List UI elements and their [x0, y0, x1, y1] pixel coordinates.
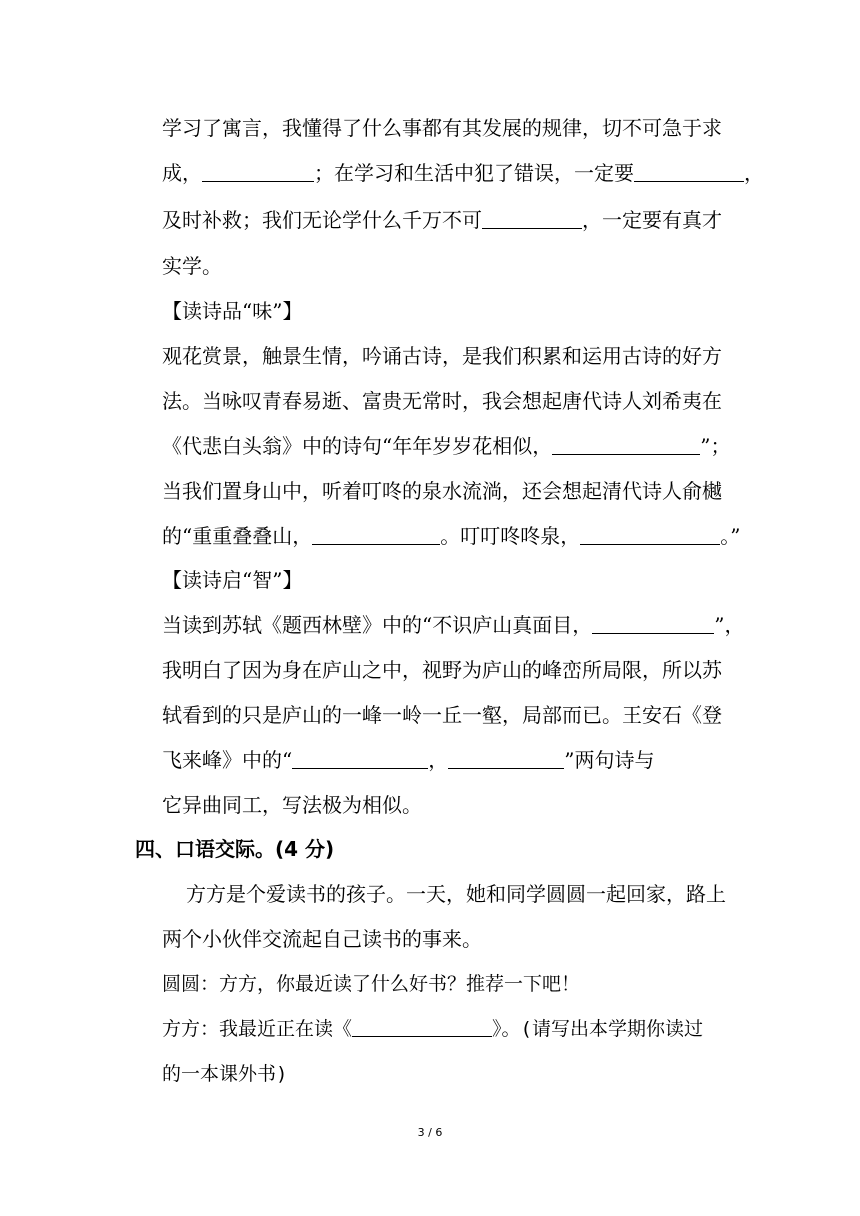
- line-text: 观花赏景，触景生情，吟诵古诗，是我们积累和运用古诗的好方: [162, 344, 722, 368]
- line-text: 学习了寓言，我懂得了什么事都有其发展的规律，切不可急于求: [162, 116, 722, 140]
- dialogue-line: [162, 1015, 730, 1043]
- answer-blank[interactable]: [202, 161, 314, 182]
- answer-blank[interactable]: [482, 208, 582, 229]
- text-line: [162, 791, 730, 819]
- line-text: 《代悲白头翁》中的诗句“年年岁岁花相似，: [162, 434, 553, 458]
- subsection-title: [162, 297, 730, 325]
- text-line: [162, 114, 730, 142]
- line-text: ”两句诗与: [564, 748, 655, 772]
- line-text: 法。当咏叹青春易逝、富贵无常时，我会想起唐代诗人刘希夷在: [162, 389, 722, 413]
- dialogue-line: [162, 970, 730, 998]
- line-text: 方方：我最近正在读《: [162, 1018, 353, 1040]
- line-text: 【读诗品“味”】: [162, 299, 303, 323]
- line-text: 当我们置身山中，听着叮咚的泉水流淌，还会想起清代诗人俞樾: [162, 479, 722, 503]
- answer-blank[interactable]: [312, 524, 440, 545]
- line-text: ；在学习和生活中犯了错误，一定要: [314, 161, 634, 185]
- answer-blank[interactable]: [552, 434, 700, 455]
- line-text: 它异曲同工，写法极为相似。: [162, 793, 422, 817]
- answer-blank[interactable]: [580, 524, 720, 545]
- text-line: [162, 432, 730, 460]
- section-heading: 四、口语交际。(4 分): [135, 837, 335, 861]
- book-title-blank[interactable]: [352, 1016, 492, 1037]
- line-text: 及时补救；我们无论学什么千万不可: [162, 208, 482, 232]
- page-number: 3 / 6: [417, 1126, 443, 1139]
- text-line: [162, 342, 730, 370]
- text-line: [162, 206, 730, 234]
- dialogue-line: [162, 1060, 730, 1088]
- text-line: [162, 387, 730, 415]
- text-line: [162, 746, 730, 774]
- text-line: [162, 701, 730, 729]
- paragraph-line: [162, 925, 730, 953]
- line-text: 【读诗启“智”】: [162, 568, 303, 592]
- answer-blank[interactable]: [634, 161, 744, 182]
- text-line: [162, 656, 730, 684]
- answer-blank[interactable]: [448, 748, 564, 769]
- line-text: 的一本课外书): [162, 1063, 288, 1085]
- text-line: [162, 159, 764, 187]
- line-text: 的“重重叠叠山，: [162, 524, 313, 548]
- text-line: [162, 611, 745, 639]
- line-text: 成，: [162, 161, 202, 185]
- answer-blank[interactable]: [592, 613, 714, 634]
- line-text: ，: [744, 161, 764, 185]
- line-text: 》。(请写出本学期你读过: [492, 1018, 703, 1040]
- line-text: ”；: [700, 434, 731, 458]
- line-text: ，: [428, 748, 449, 772]
- text-line: [162, 252, 730, 280]
- answer-blank[interactable]: [292, 748, 428, 769]
- subsection-title: [162, 566, 730, 594]
- line-text: 。叮叮咚咚泉，: [440, 524, 581, 548]
- paragraph-line: [162, 880, 730, 908]
- line-text: 我明白了因为身在庐山之中，视野为庐山的峰峦所局限，所以苏: [162, 658, 722, 682]
- line-text: ”，: [714, 613, 745, 637]
- line-text: 当读到苏轼《题西林壁》中的“不识庐山真面目，: [162, 613, 593, 637]
- text-line: [162, 522, 741, 550]
- line-text: ，一定要有真才: [582, 208, 722, 232]
- line-text: 两个小伙伴交流起自己读书的事来。: [162, 927, 482, 951]
- line-text: 轼看到的只是庐山的一峰一岭一丘一壑，局部而已。王安石《登: [162, 703, 722, 727]
- line-text: 实学。: [162, 254, 222, 278]
- line-text: 飞来峰》中的“: [162, 748, 293, 772]
- line-text: 圆圆：方方，你最近读了什么好书？推荐一下吧！: [162, 973, 581, 995]
- line-text: 方方是个爱读书的孩子。一天，她和同学圆圆一起回家，路上: [186, 882, 726, 906]
- text-line: [162, 477, 730, 505]
- line-text: 。”: [720, 524, 741, 548]
